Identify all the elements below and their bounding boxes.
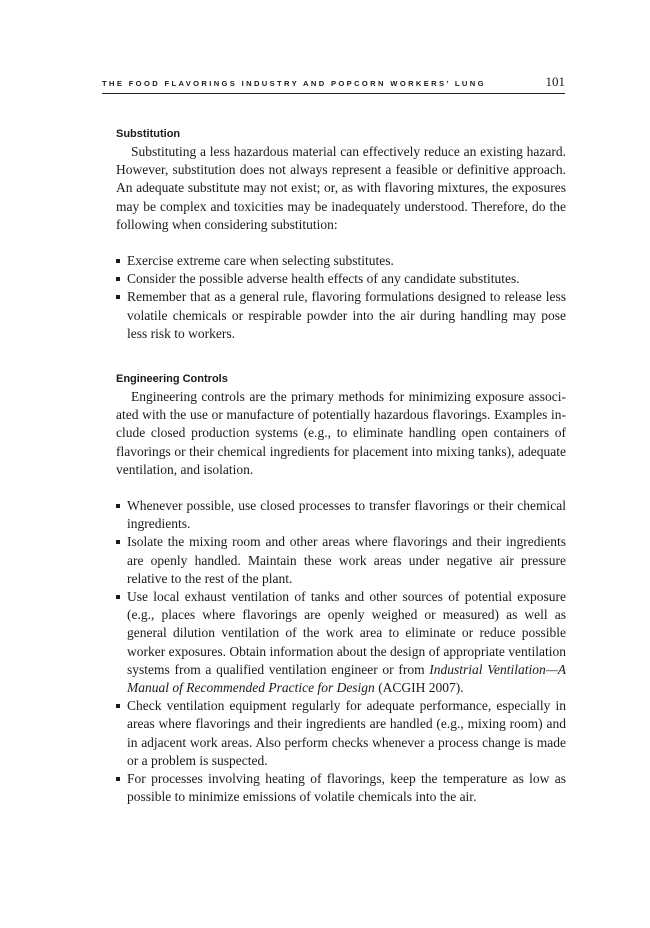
- engineering-paragraph: Engineering controls are the primary methods for minimizing exposure associated with the use or manufacture of potentially hazardous flavorings. Examples include closed production systems (e.g., to eliminate handling open containers of flavorings or their chemical ingredients for placement into mixing tanks), adequate ventilation, and isolation.: [116, 389, 566, 477]
- list-item: [116, 533, 566, 588]
- list-item-text: Isolate the mixing room and other areas where flavorings and their ingredients are openly handled. Maintain these work areas under negative air pressure relative to the rest of the plant.: [127, 534, 566, 586]
- bullet-square-icon: [116, 277, 120, 281]
- substitution-paragraph: Substituting a less hazardous material can effectively reduce an existing hazard. However, substitution does not always represent a feasible or definitive approach. An adequate substitute may not exist; or, as with flavoring mixtures, the exposures may be complex and toxicities may be inadequately understood. Therefore, do the following when considering substitution:: [116, 144, 566, 232]
- bullet-square-icon: [116, 295, 120, 299]
- list-item-text: Exercise extreme care when selecting substitutes.: [127, 253, 394, 269]
- list-item-text: Check ventilation equipment regularly for adequate performance, especially in areas where flavorings and their ingredients are handled (e.g., mixing room) and in adjacent work areas. Also perform checks whenever a process change is made or a problem is suspected.: [127, 698, 566, 768]
- bullet-square-icon: [116, 259, 120, 263]
- list-item: [116, 288, 566, 343]
- list-item-text: For processes involving heating of flavorings, keep the temperature as low as possible to minimize emissions of volatile chemicals into the air.: [127, 771, 566, 805]
- list-item-text: Whenever possible, use closed processes to transfer flavorings or their chemical ingredients.: [127, 498, 566, 532]
- running-head: [102, 74, 565, 94]
- bullet-square-icon: [116, 777, 120, 781]
- engineering-bullet-list: [116, 497, 566, 806]
- publication-title: Industrial Ventilation—A Manual of Recommended Practice for Design: [127, 661, 566, 696]
- substitution-bullet-list: [116, 252, 566, 343]
- running-title: THE FOOD FLAVORINGS INDUSTRY AND POPCORN WORKERS’ LUNG: [102, 79, 486, 88]
- bullet-square-icon: [116, 704, 120, 708]
- page-number: 101: [545, 74, 565, 89]
- list-item: [116, 588, 566, 697]
- bullet-text-after: (ACGIH 2007).: [374, 680, 464, 696]
- section-heading-engineering-controls: Engineering Controls: [116, 373, 228, 385]
- section-heading-substitution: Substitution: [116, 128, 181, 140]
- bullet-square-icon: [116, 595, 120, 599]
- substitution-section: [116, 127, 566, 343]
- list-item-text: Consider the possible adverse health effects of any candidate substitutes.: [127, 271, 520, 287]
- list-item-text: Remember that as a general rule, flavoring formulations designed to release less volatile chemicals or respirable powder into the air during handling may pose less risk to workers.: [127, 289, 566, 341]
- bullet-square-icon: [116, 540, 120, 544]
- bullet-square-icon: [116, 504, 120, 508]
- bullet-text-before: Use local exhaust ventilation of tanks and other sources of potential exposure (e.g., places where flavorings are openly weighed or measured) as well as general dilution ventilation of the work area to eliminate or reduce possible worker exposures. Obtain information about the design of appropriate ventilation systems from a qualified ventilation engineer or from: [127, 589, 566, 677]
- list-item: [116, 770, 566, 806]
- list-item: [116, 270, 566, 288]
- engineering-controls-section: [116, 372, 566, 806]
- list-item-text: [127, 589, 566, 695]
- list-item: [116, 252, 566, 270]
- list-item: [116, 497, 566, 533]
- list-item: [116, 697, 566, 770]
